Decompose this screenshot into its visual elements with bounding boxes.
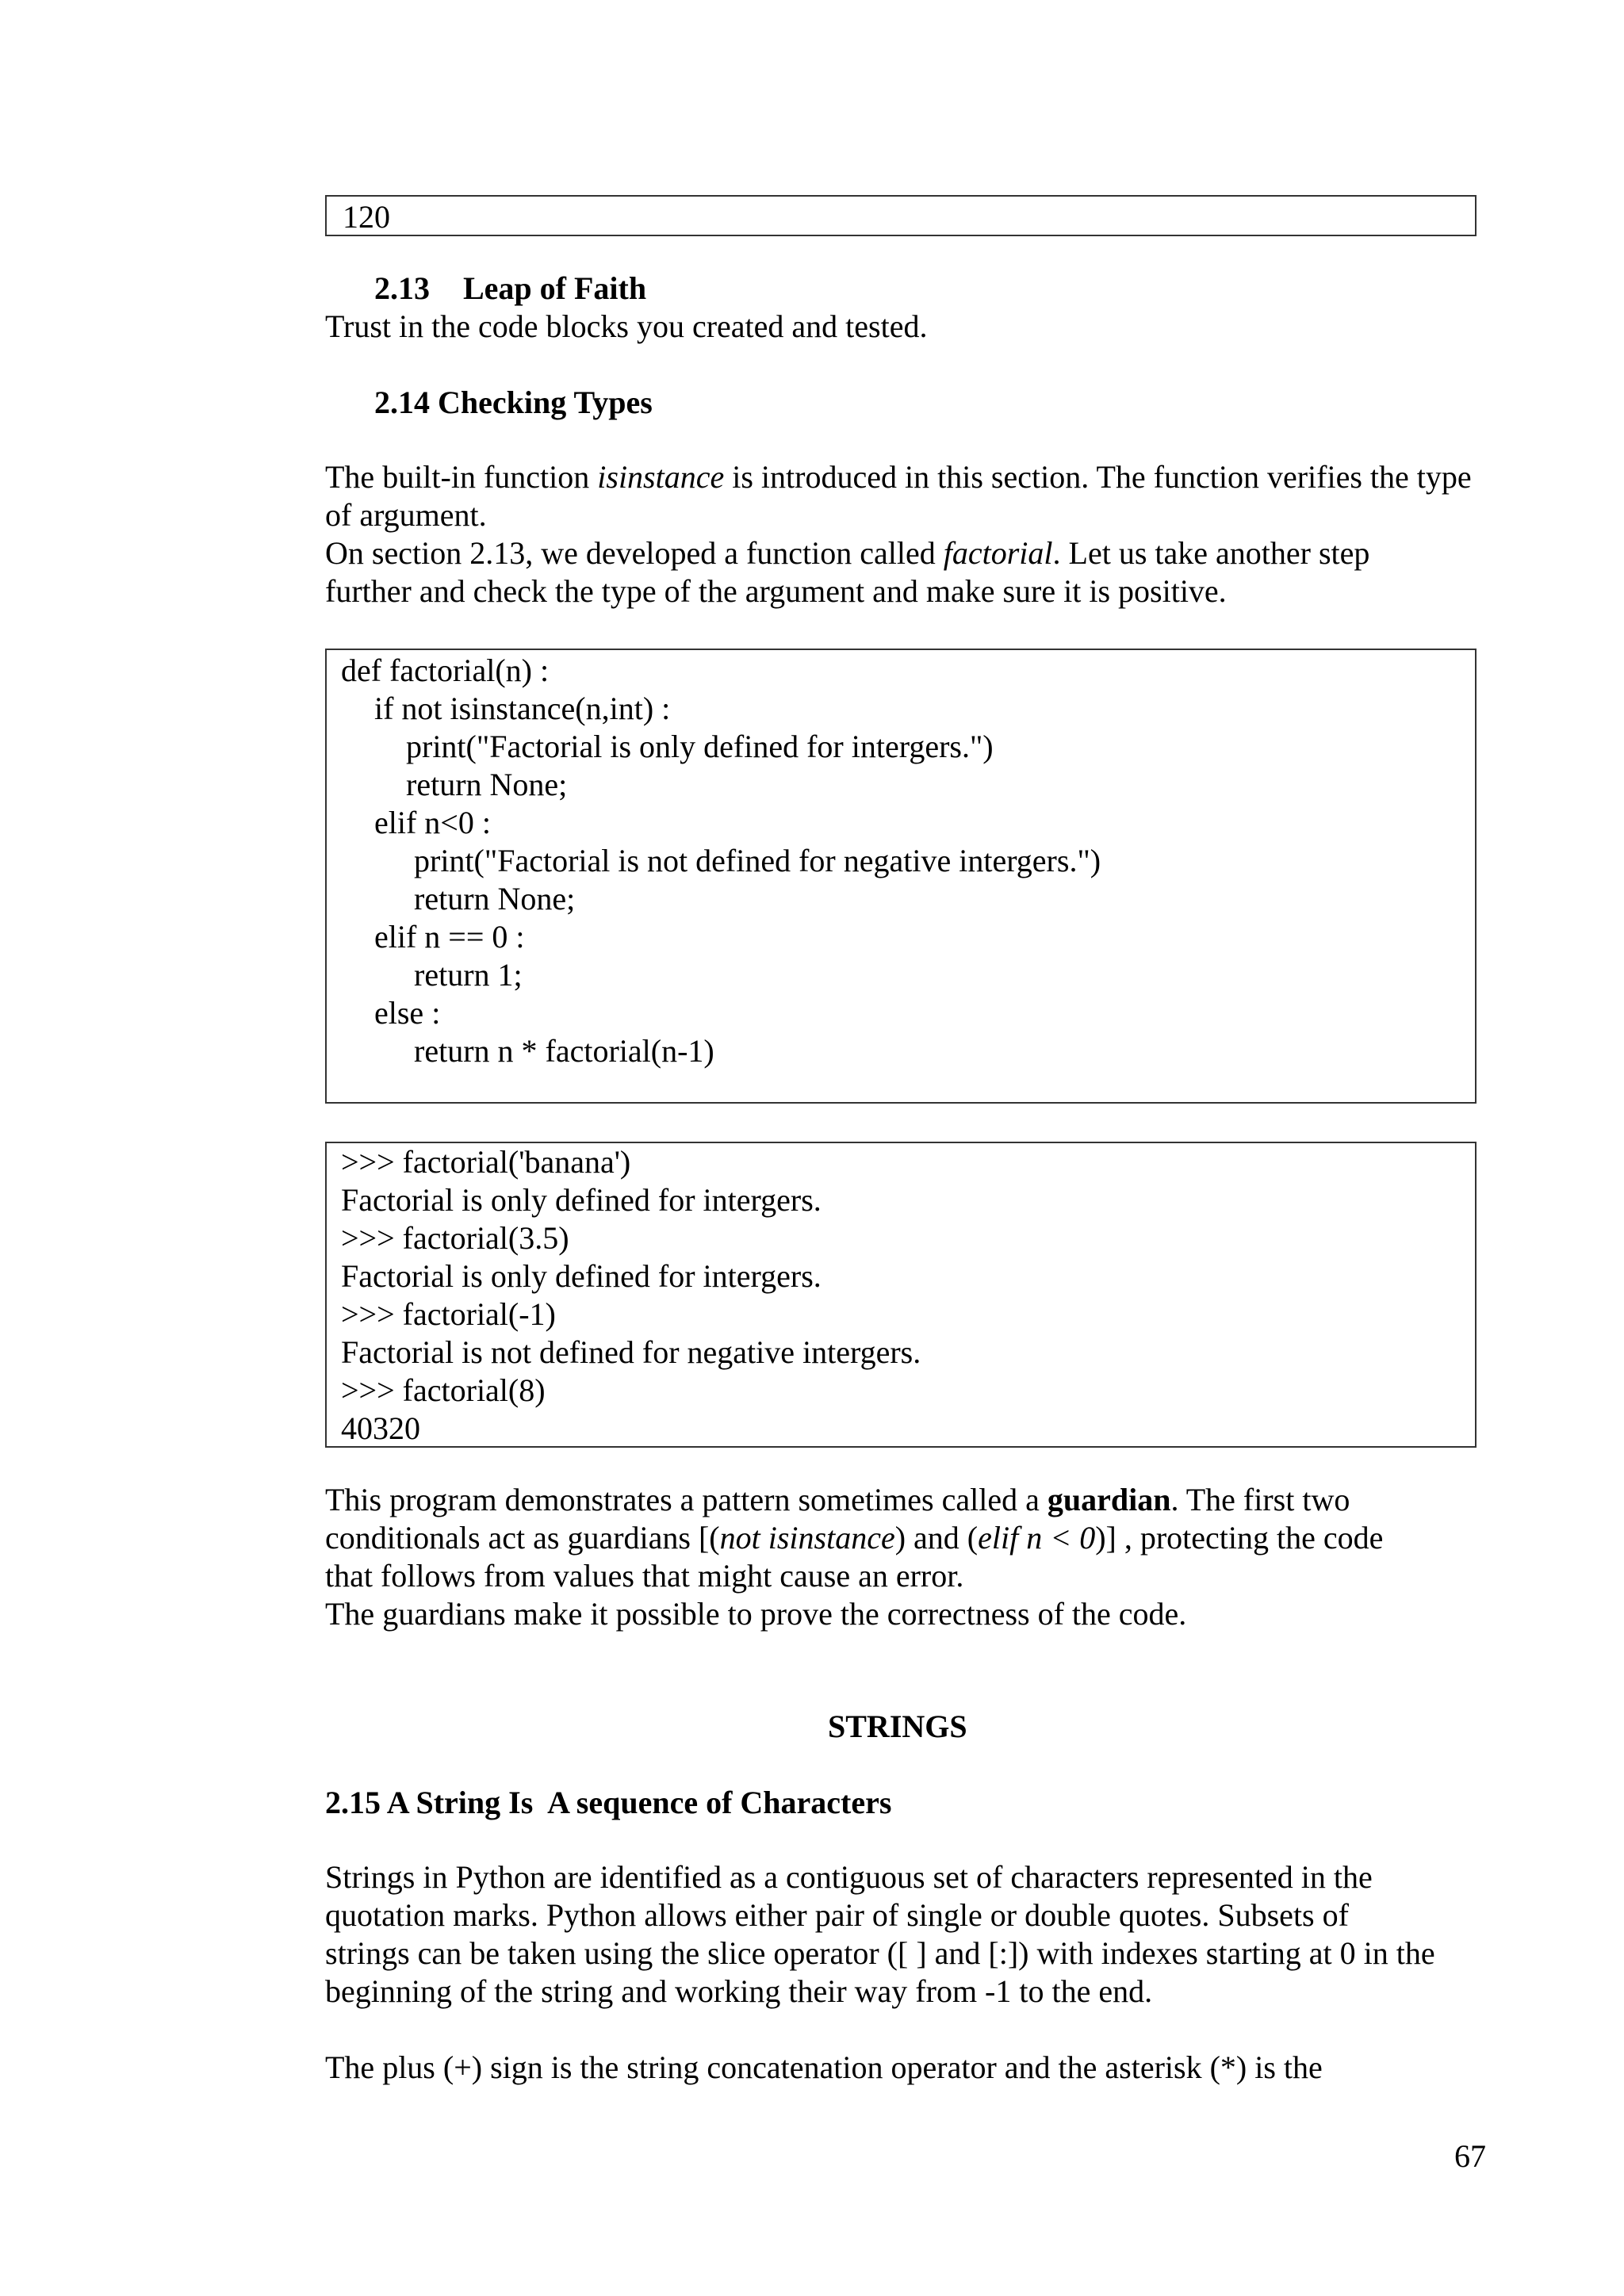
guardian-line-1 — [325, 1481, 1350, 1519]
guardian-text: conditionals act as guardians [( — [325, 1520, 720, 1556]
code-line: def factorial(n) : — [341, 652, 550, 688]
output-block — [325, 1142, 1477, 1448]
top-output-text: 120 — [343, 199, 390, 235]
strings-heading: STRINGS — [828, 1709, 967, 1744]
output-line: 40320 — [341, 1410, 420, 1446]
code-line: print("Factorial is only defined for intergers.") — [406, 729, 994, 764]
para2-em: factorial — [943, 535, 1053, 571]
output-line: Factorial is only defined for intergers. — [341, 1182, 822, 1218]
code-line: elif n<0 : — [374, 805, 491, 840]
section-2-15-heading: 2.15 A String Is A sequence of Characters — [325, 1785, 892, 1820]
para1-post: is introduced in this section. The function verifies the type of argument. — [325, 459, 1472, 533]
section-2-13-body: Trust in the code blocks you created and tested. — [325, 308, 928, 344]
guardian-text: )] , protecting the code — [1095, 1520, 1384, 1556]
output-line: Factorial is only defined for intergers. — [341, 1258, 822, 1294]
section-2-14-heading: 2.14 Checking Types — [374, 385, 653, 420]
code-line: if not isinstance(n,int) : — [374, 691, 671, 726]
guardian-line-4: The guardians make it possible to prove the correctness of the code. — [325, 1596, 1187, 1632]
page-number: 67 — [1454, 2138, 1486, 2174]
para2-pre: On section 2.13, we developed a function called — [325, 535, 944, 571]
code-line: return None; — [414, 881, 576, 916]
guardian-em: not isinstance — [719, 1520, 895, 1556]
code-line: else : — [374, 995, 441, 1031]
section-2-15-para1-line: Strings in Python are identified as a contiguous set of characters represented in the — [325, 1859, 1373, 1895]
output-line: >>> factorial(-1) — [341, 1296, 556, 1332]
section-2-15-para1-line: quotation marks. Python allows either pair of single or double quotes. Subsets of — [325, 1897, 1349, 1933]
section-2-15-para1-line: strings can be taken using the slice operator ([ ] and [:]) with indexes starting at 0 in the — [325, 1935, 1435, 1971]
code-line: print("Factorial is not defined for negative intergers.") — [414, 843, 1101, 878]
section-2-14-para1 — [325, 458, 1483, 534]
guardian-bold-term: guardian — [1047, 1482, 1171, 1517]
guardian-text: This program demonstrates a pattern sometimes called a — [325, 1482, 1048, 1517]
section-2-15-para1-line: beginning of the string and working their way from -1 to the end. — [325, 1973, 1153, 2009]
para2-post: . Let us take another step further and check the type of the argument and make sure it is positive. — [325, 535, 1370, 609]
code-line: return None; — [406, 767, 568, 802]
section-2-15-para2: The plus (+) sign is the string concatenation operator and the asterisk (*) is the — [325, 2049, 1323, 2085]
output-line: >>> factorial(8) — [341, 1372, 546, 1408]
output-line: >>> factorial('banana') — [341, 1144, 631, 1180]
code-block — [325, 649, 1477, 1104]
output-line: >>> factorial(3.5) — [341, 1220, 569, 1256]
code-line: return 1; — [414, 957, 523, 993]
section-2-14-para2 — [325, 534, 1451, 610]
output-line: Factorial is not defined for negative intergers. — [341, 1334, 921, 1370]
section-2-13-number: 2.13 — [374, 270, 430, 306]
code-line: return n * factorial(n-1) — [414, 1033, 714, 1069]
section-2-13-title: Leap of Faith — [463, 270, 647, 306]
guardian-line-3: that follows from values that might cause an error. — [325, 1558, 964, 1594]
para1-em: isinstance — [597, 459, 725, 495]
top-output-box — [325, 195, 1477, 236]
guardian-line-2 — [325, 1519, 1383, 1557]
guardian-em: elif n < 0 — [978, 1520, 1096, 1556]
para1-pre: The built-in function — [325, 459, 598, 495]
code-line: elif n == 0 : — [374, 919, 525, 955]
guardian-text: . The first two — [1170, 1482, 1350, 1517]
guardian-text: ) and ( — [894, 1520, 979, 1556]
